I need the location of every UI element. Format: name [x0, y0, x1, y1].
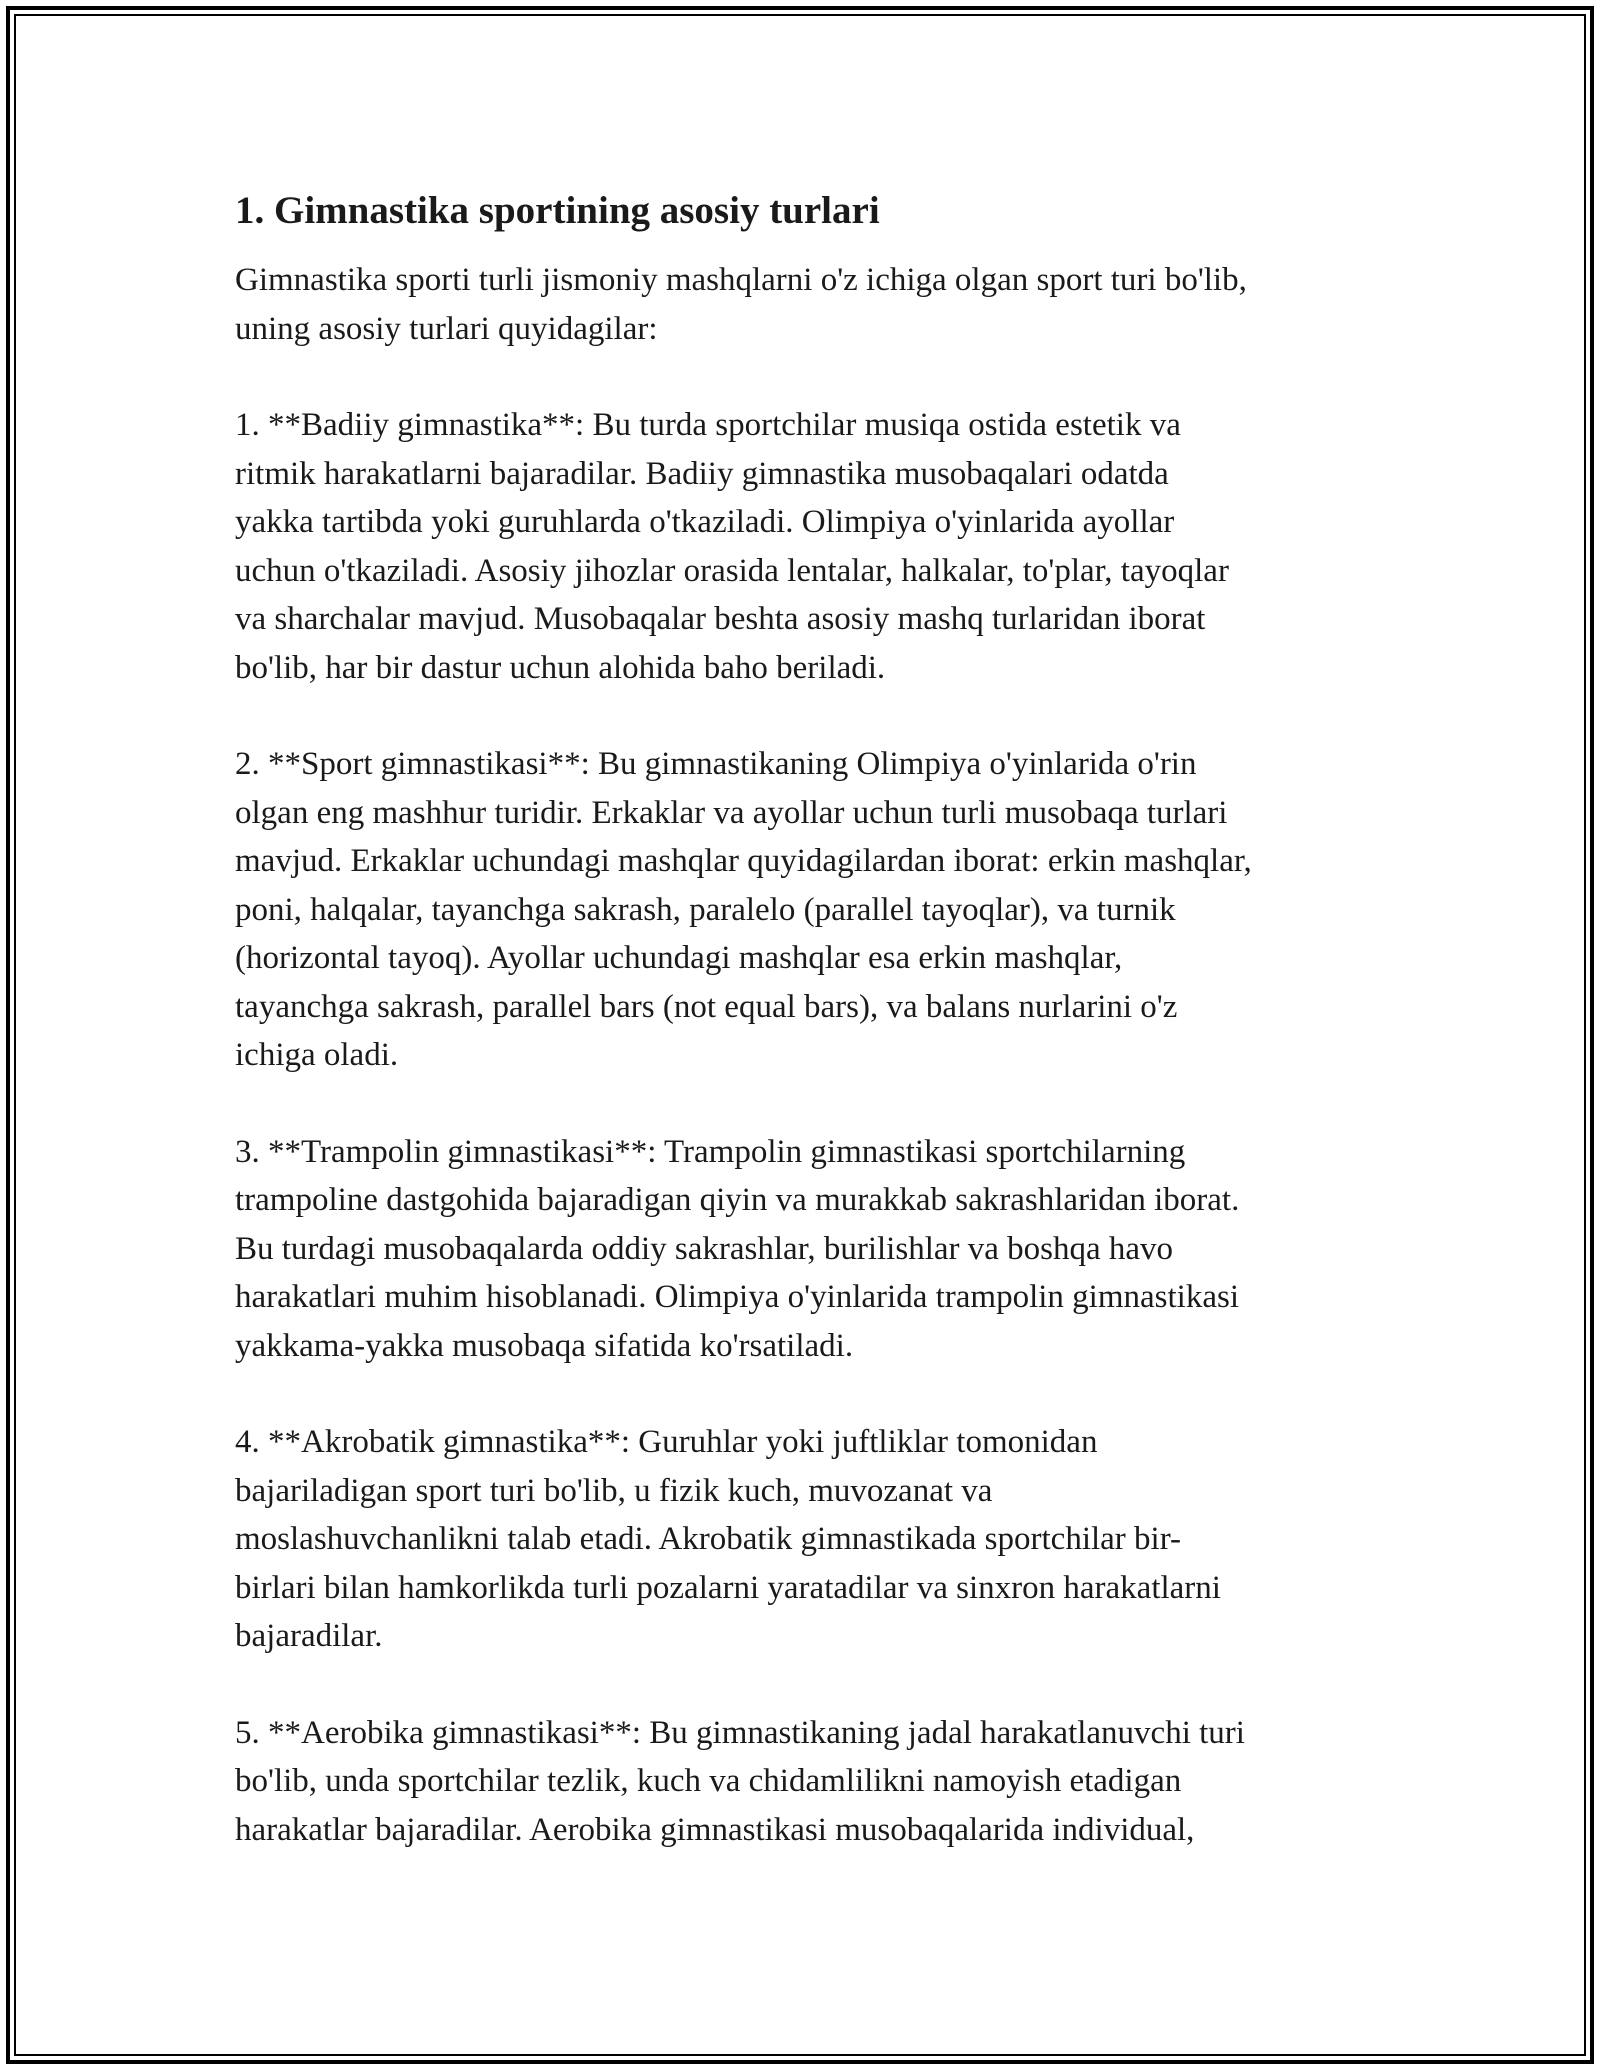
- paragraph-line: birlari bilan hamkorlikda turli pozalarni yaratadilar va sinxron harakatlarni: [235, 1569, 1221, 1606]
- paragraph-line: harakatlari muhim hisoblanadi. Olimpiya o'yinlarida trampolin gimnastikasi: [235, 1279, 1239, 1315]
- paragraph-line: 2. **Sport gimnastikasi**: Bu gimnastikaning Olimpiya o'yinlarida o'rin: [235, 746, 1197, 782]
- paragraph-line: moslashuvchanlikni talab etadi. Akrobatik gimnastikada sportchilar bir-: [235, 1521, 1182, 1557]
- paragraph-line: uchun o'tkaziladi. Asosiy jihozlar orasida lentalar, halkalar, to'plar, tayoqlar: [235, 552, 1229, 589]
- paragraph-line: bajaradilar.: [235, 1618, 383, 1654]
- paragraph-line: (horizontal tayoq). Ayollar uchundagi mashqlar esa erkin mashqlar,: [235, 940, 1123, 976]
- paragraph-badiiy-gimnastika: [235, 401, 1380, 692]
- paragraph-line: olgan eng mashhur turidir. Erkaklar va ayollar uchun turli musobaqa turlari: [235, 794, 1228, 831]
- paragraph-line: bo'lib, har bir dastur uchun alohida baho beriladi.: [235, 649, 886, 686]
- document-body: [235, 186, 1380, 1902]
- paragraph-line: ritmik harakatlarni bajaradilar. Badiiy gimnastika musobaqalari odatda: [235, 455, 1169, 492]
- paragraph-line: mavjud. Erkaklar uchundagi mashqlar quyidagilardan iborat: erkin mashqlar,: [235, 843, 1252, 879]
- paragraph-line: uning asosiy turlari quyidagilar:: [235, 310, 658, 347]
- paragraph-line: bajariladigan sport turi bo'lib, u fizik kuch, muvozanat va: [235, 1472, 993, 1509]
- paragraph-line: poni, halqalar, tayanchga sakrash, paralelo (parallel tayoqlar), va turnik: [235, 891, 1176, 928]
- paragraph-intro: [235, 256, 1380, 353]
- paragraph-line: 5. **Aerobika gimnastikasi**: Bu gimnastikaning jadal harakatlanuvchi turi: [235, 1714, 1245, 1751]
- paragraph-line: tayanchga sakrash, parallel bars (not equal bars), va balans nurlarini o'z: [235, 988, 1178, 1025]
- paragraph-line: yakkama-yakka musobaqa sifatida ko'rsatiladi.: [235, 1327, 854, 1364]
- paragraph-line: 3. **Trampolin gimnastikasi**: Trampolin gimnastikasi sportchilarning: [235, 1133, 1186, 1170]
- paragraph-line: Bu turdagi musobaqalarda oddiy sakrashlar, burilishlar va boshqa havo: [235, 1230, 1174, 1267]
- paragraph-line: 1. **Badiiy gimnastika**: Bu turda sportchilar musiqa ostida estetik va: [235, 407, 1181, 443]
- paragraph-line: bo'lib, unda sportchilar tezlik, kuch va chidamlilikni namoyish etadigan: [235, 1763, 1182, 1799]
- paragraph-akrobatik-gimnastika: [235, 1418, 1380, 1661]
- paragraph-line: harakatlar bajaradilar. Aerobika gimnastikasi musobaqalarida individual,: [235, 1811, 1195, 1848]
- paragraph-line: va sharchalar mavjud. Musobaqalar beshta asosiy mashq turlaridan iborat: [235, 601, 1206, 637]
- paragraph-line: trampoline dastgohida bajaradigan qiyin va murakkab sakrashlaridan iborat.: [235, 1182, 1240, 1218]
- page-title: 1. Gimnastika sportining asosiy turlari: [235, 189, 880, 232]
- paragraph-aerobika-gimnastikasi: [235, 1709, 1380, 1855]
- paragraph-line: ichiga oladi.: [235, 1037, 399, 1073]
- paragraph-trampolin-gimnastikasi: [235, 1128, 1380, 1371]
- paragraph-sport-gimnastikasi: [235, 740, 1380, 1080]
- paragraph-line: 4. **Akrobatik gimnastika**: Guruhlar yoki juftliklar tomonidan: [235, 1424, 1098, 1460]
- paragraph-line: yakka tartibda yoki guruhlarda o'tkaziladi. Olimpiya o'yinlarida ayollar: [235, 504, 1175, 540]
- paragraph-line: Gimnastika sporti turli jismoniy mashqlarni o'z ichiga olgan sport turi bo'lib,: [235, 262, 1247, 298]
